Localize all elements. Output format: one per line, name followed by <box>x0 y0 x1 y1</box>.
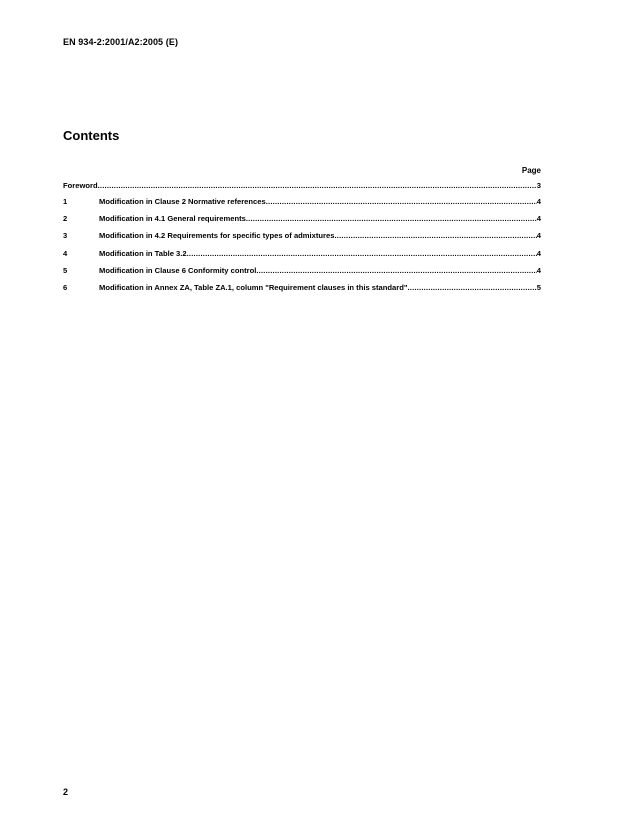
toc-entry-title: Modification in Annex ZA, Table ZA.1, column "Requirement clauses in this standard" <box>99 282 408 292</box>
toc-entry-number: 2 <box>63 214 68 224</box>
toc-entry-title: Modification in 4.1 General requirements <box>99 214 246 224</box>
toc-entry-title: Modification in Clause 2 Normative references <box>99 197 266 206</box>
toc-entry-page: 5 <box>536 282 541 292</box>
toc-entry-2[interactable] <box>63 214 541 231</box>
contents-heading: Contents <box>63 128 120 143</box>
toc-entry-page: 4 <box>536 265 541 275</box>
toc-leader-dots <box>334 231 536 240</box>
toc-entry-foreword[interactable] <box>63 181 541 197</box>
toc-leader-dots <box>407 283 536 292</box>
toc-entry-title: Foreword <box>63 181 98 190</box>
toc-entry-page: 4 <box>536 231 541 241</box>
toc-entry-page: 3 <box>536 181 541 190</box>
toc-entry-1[interactable] <box>63 197 541 214</box>
toc-entry-page: 4 <box>536 197 541 206</box>
toc-entry-number: 6 <box>63 282 68 292</box>
toc-entry-title: Modification in Table 3.2 <box>99 248 187 258</box>
toc-leader-dots <box>187 249 537 258</box>
toc-leader-dots <box>246 214 537 223</box>
toc-entry-title: Modification in 4.2 Requirements for specific types of admixtures <box>99 231 335 241</box>
document-header: EN 934-2:2001/A2:2005 (E) <box>63 37 179 47</box>
toc-entry-6[interactable] <box>63 283 541 300</box>
toc-entry-number: 1 <box>63 197 68 206</box>
page-column-label: Page <box>521 166 541 175</box>
toc-entry-page: 4 <box>536 248 541 258</box>
table-of-contents <box>63 181 541 300</box>
toc-entry-3[interactable] <box>63 231 541 248</box>
page-number: 2 <box>63 787 69 797</box>
toc-leader-dots <box>256 266 536 275</box>
toc-leader-dots <box>98 181 537 190</box>
toc-entry-4[interactable] <box>63 249 541 266</box>
toc-entry-number: 4 <box>63 248 68 258</box>
toc-entry-title: Modification in Clause 6 Conformity control <box>99 265 257 275</box>
toc-entry-5[interactable] <box>63 266 541 283</box>
toc-entry-number: 5 <box>63 265 68 275</box>
toc-leader-dots <box>266 197 537 206</box>
toc-entry-number: 3 <box>63 231 68 241</box>
toc-entry-page: 4 <box>536 214 541 224</box>
